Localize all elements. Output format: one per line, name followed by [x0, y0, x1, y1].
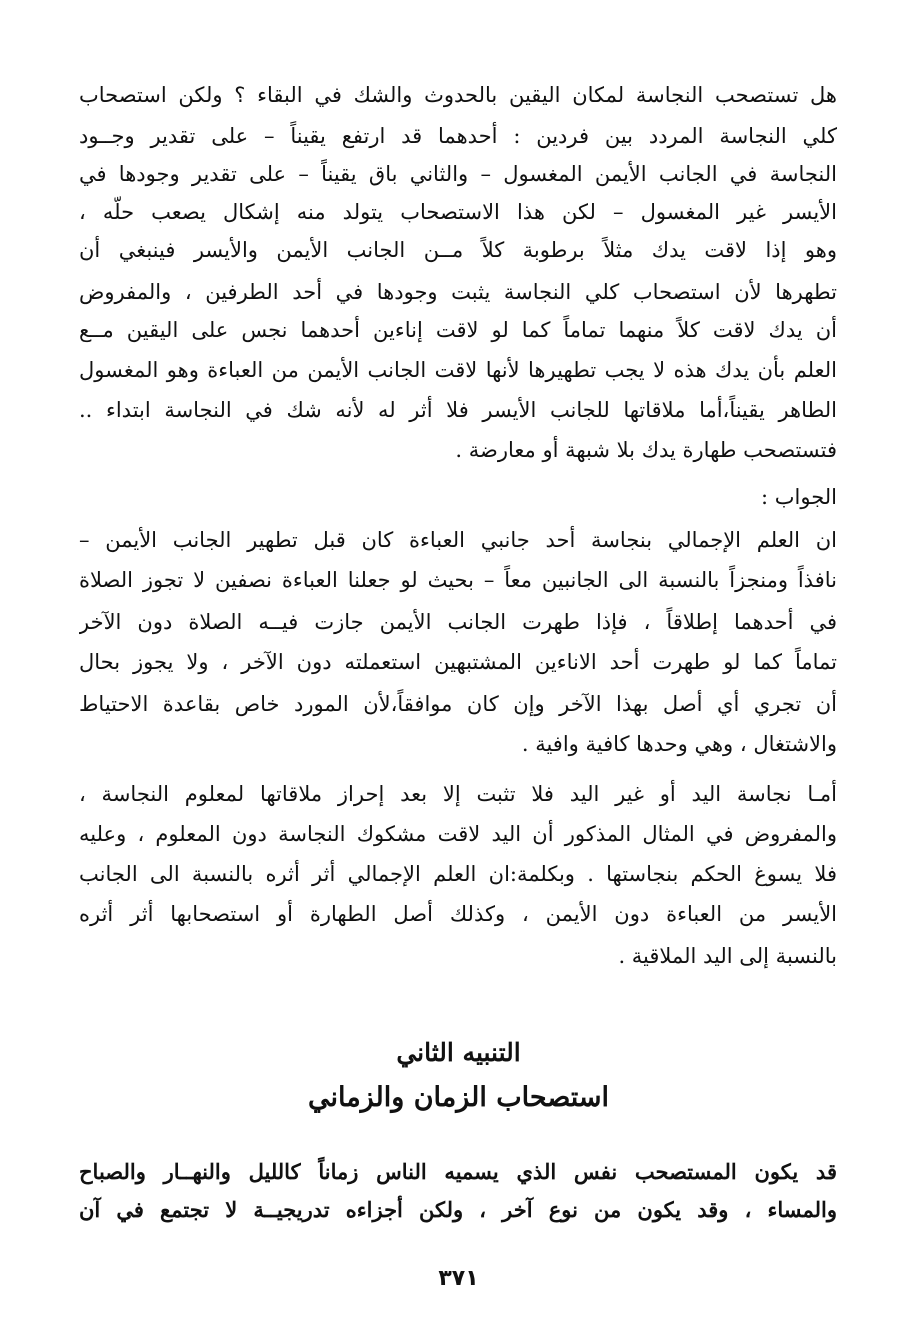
text-line: نافذاً ومنجزاً بالنسبة الى الجانبين معاً – بحيث لو جعلنا العباءة نصفين لا تجوز الصلاة — [79, 568, 837, 592]
text-line: هل تستصحب النجاسة لمكان اليقين بالحدوث والشك في البقاء ؟ ولكن استصحاب — [79, 83, 837, 107]
text-line: والمساء ، وقد يكون من نوع آخر ، ولكن أجزاءه تدريجيــة لا تجتمع في آن — [79, 1197, 837, 1222]
text-line: ان العلم الإجمالي بنجاسة أحد جانبي العباءة كان قبل تطهير الجانب الأيمن – — [79, 528, 837, 552]
text-line: أمـا نجاسة اليد أو غير اليد فلا تثبت إلا بعد إحراز ملاقاتها لمعلوم النجاسة ، — [79, 782, 837, 806]
text-line: الأيسر غير المغسول – لكن هذا الاستصحاب يتولد منه إشكال يصعب حلّه ، — [79, 200, 837, 224]
text-line: الطاهر يقيناً،أما ملاقاتها للجانب الأيسر فلا أثر له لأنه شك في النجاسة ابتداء .. — [79, 398, 837, 422]
text-line: النجاسة في الجانب الأيمن المغسول – والثاني باق يقيناً – على تقدير وجودها في — [79, 162, 837, 186]
text-line: فلا يسوغ الحكم بنجاستها . وبكلمة:ان العلم الإجمالي أثر أثره بالنسبة الى الجانب — [79, 862, 837, 886]
text-line: في أحدهما إطلاقاً ، فإذا طهرت الجانب الأيمن جازت فيــه الصلاة دون الآخر — [79, 610, 837, 634]
text-line: تماماً كما لو طهرت أحد الاناءين المشتبهين استعملته دون الآخر ، ولا يجوز بحال — [79, 650, 837, 674]
text-line: وهو إذا لاقت يدك مثلاً برطوبة كلاً مــن الجانب الأيمن والأيسر فينبغي أن — [79, 238, 837, 262]
text-line: الأيسر من العباءة دون الأيمن ، وكذلك أصل الطهارة أو استصحابها أثر أثره — [79, 902, 837, 926]
text-line: أن تجري أي أصل بهذا الآخر وإن كان موافقاً،لأن المورد خاص بقاعدة الاحتياط — [79, 692, 837, 716]
text-line: كلي النجاسة المردد بين فردين : أحدهما قد ارتفع يقيناً – على تقدير وجــود — [79, 124, 837, 148]
text-line: قد يكون المستصحب نفس الذي يسميه الناس زماناً كالليل والنهــار والصباح — [79, 1159, 837, 1184]
text-line: أن يدك لاقت كلاً منهما تماماً كما لو لاقت إناءين أحدهما نجس على اليقين مــع — [79, 318, 837, 342]
text-line: العلم بأن يدك هذه لا يجب تطهيرها لأنها لاقت الجانب الأيمن من العباءة وهو المغسول — [79, 358, 837, 382]
section-subheading: استصحاب الزمان والزماني — [307, 1082, 610, 1113]
section-heading: التنبيه الثاني — [396, 1038, 521, 1067]
text-line: والمفروض في المثال المذكور أن اليد لاقت مشكوك النجاسة دون المعلوم ، وعليه — [79, 822, 837, 846]
text-line: والاشتغال ، وهي وحدها كافية وافية . — [521, 732, 837, 756]
page-number: ٣٧١ — [438, 1266, 479, 1291]
answer-label: الجواب : — [761, 485, 837, 509]
text-line: فتستصحب طهارة يدك بلا شبهة أو معارضة . — [455, 438, 837, 462]
text-line: تطهرها لأن استصحاب كلي النجاسة يثبت وجودها في أحد الطرفين ، والمفروض — [79, 280, 837, 304]
text-line: بالنسبة إلى اليد الملاقية . — [618, 944, 837, 968]
